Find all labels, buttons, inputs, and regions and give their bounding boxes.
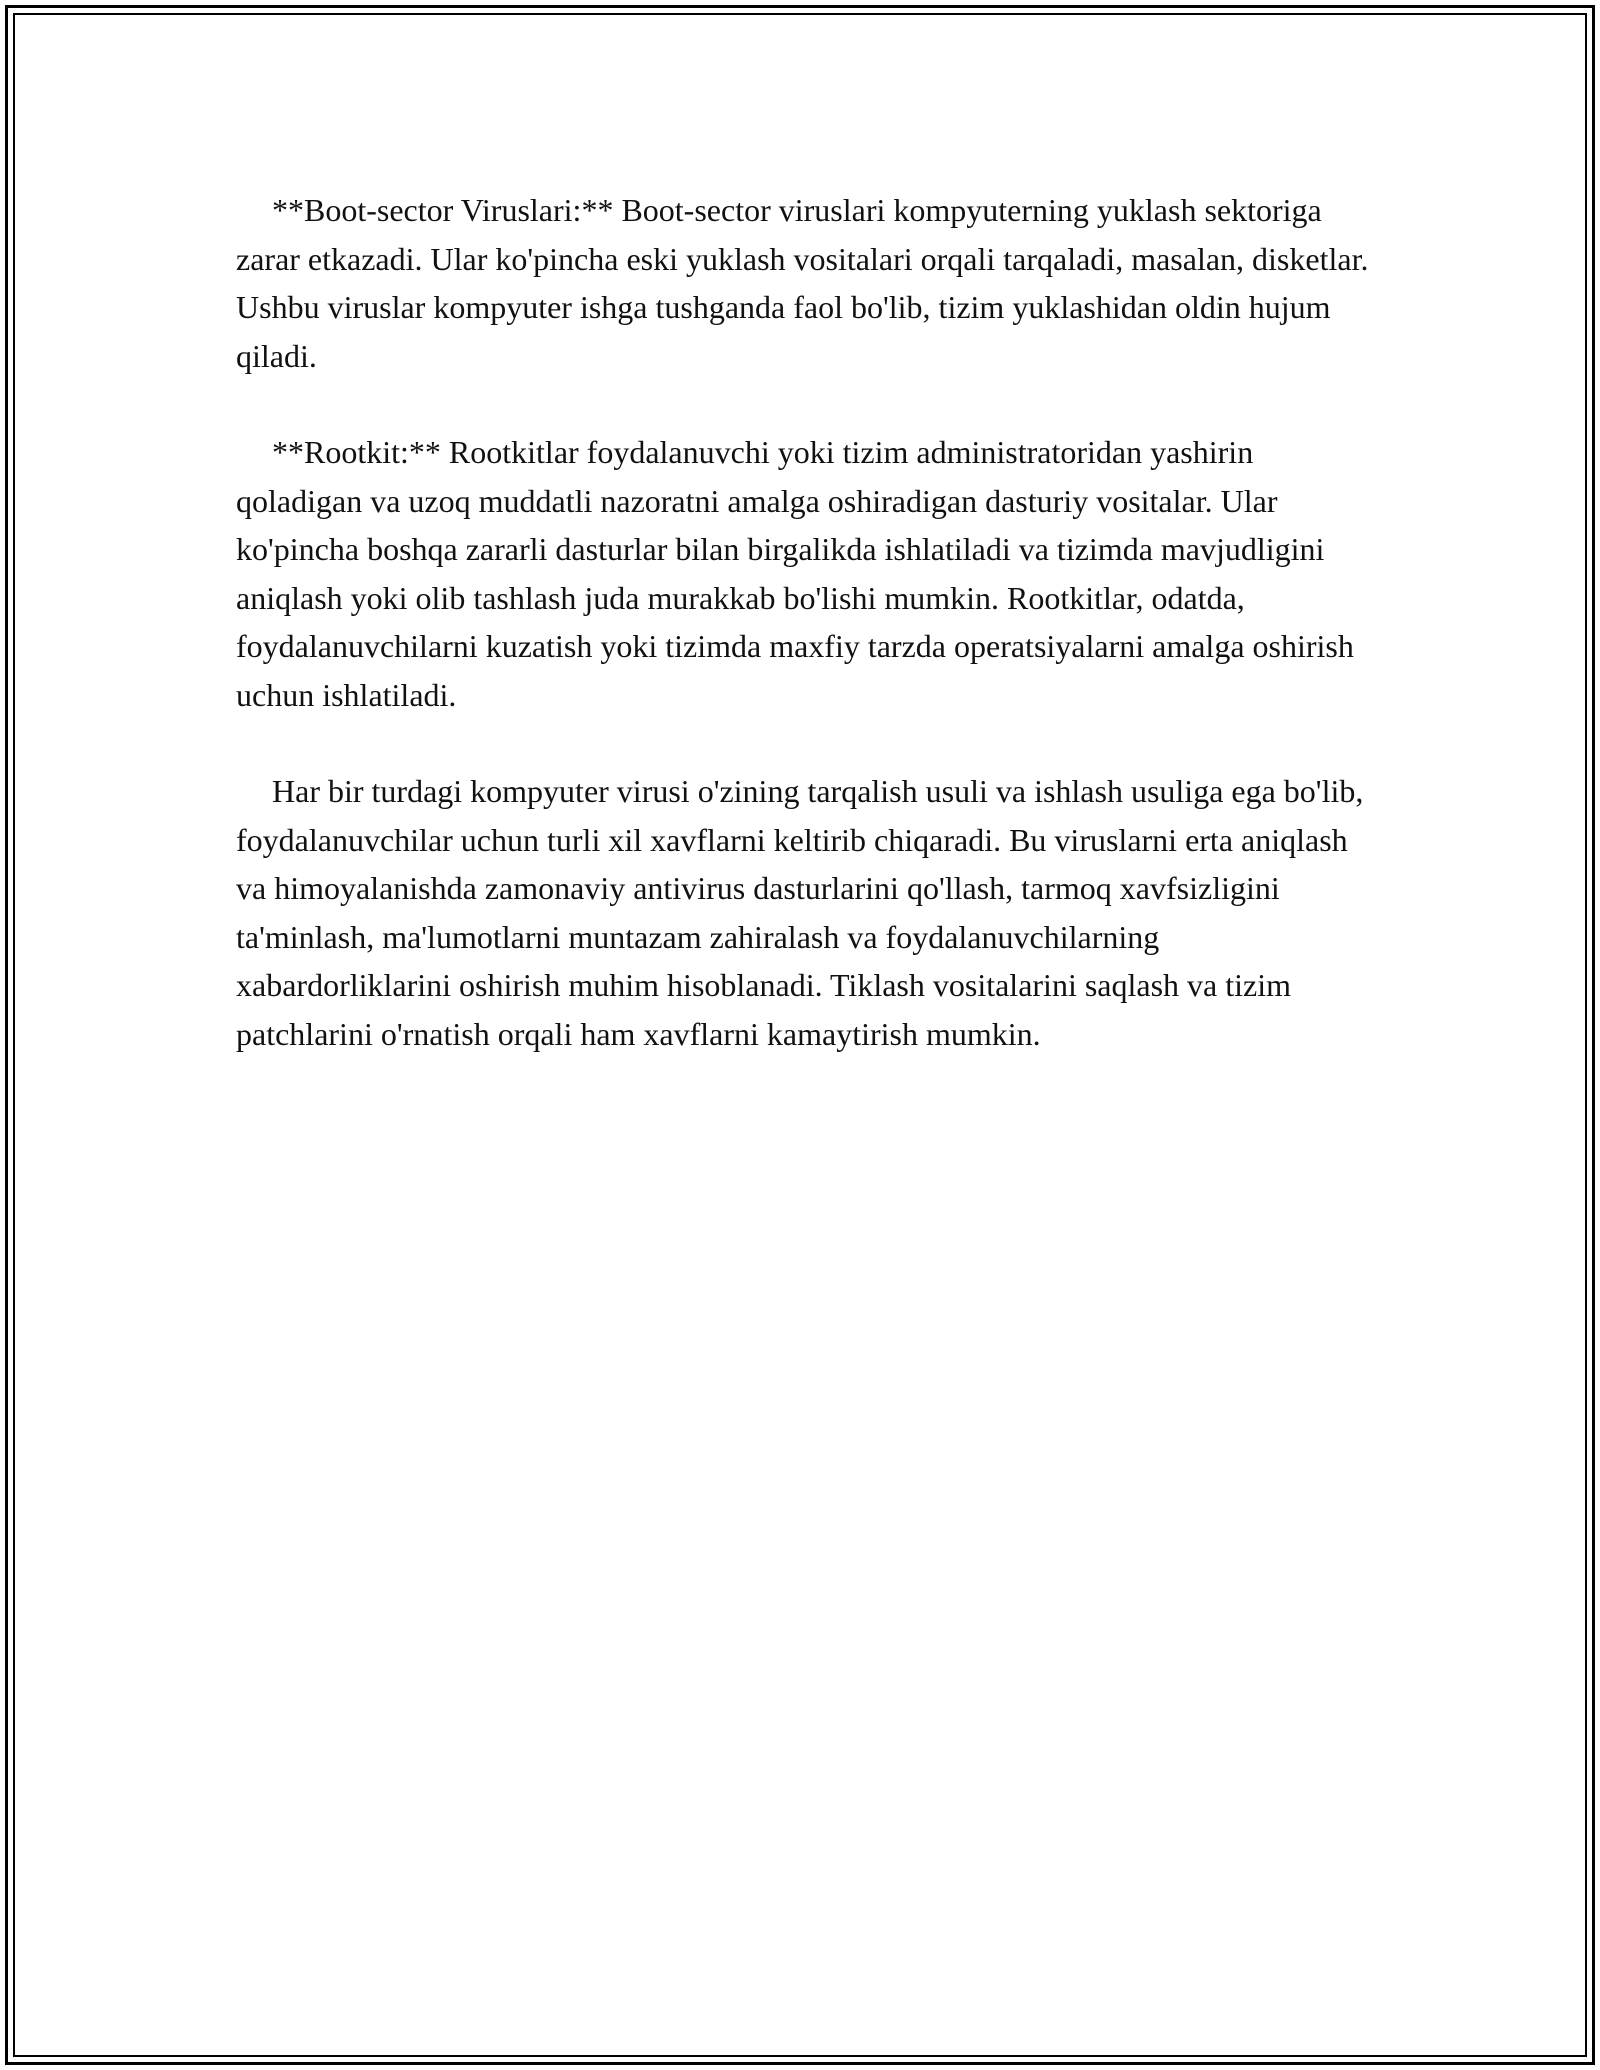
document-body [236, 186, 1371, 1106]
paragraph-boot-sector: **Boot-sector Viruslari:** Boot-sector viruslari kompyuterning yuklash sektoriga zarar etkazadi. Ular ko'pincha eski yuklash vositalari orqali tarqaladi, masalan, disketlar. Ushbu viruslar kompyuter ishga tushganda faol bo'lib, tizim yuklashidan oldin hujum qiladi. [236, 192, 1369, 374]
paragraph-rootkit: **Rootkit:** Rootkitlar foydalanuvchi yoki tizim administratoridan yashirin qoladigan va uzoq muddatli nazoratni amalga oshiradigan dasturiy vositalar. Ular ko'pincha boshqa zararli dasturlar bilan birgalikda ishlatiladi va tizimda mavjudligini aniqlash yoki olib tashlash juda murakkab bo'lishi mumkin. Rootkitlar, odatda, foydalanuvchilarni kuzatish yoki tizimda maxfiy tarzda operatsiyalarni amalga oshirish uchun ishlatiladi. [236, 434, 1354, 713]
paragraph-summary: Har bir turdagi kompyuter virusi o'zining tarqalish usuli va ishlash usuliga ega bo'lib, foydalanuvchilar uchun turli xil xavflarni keltirib chiqaradi. Bu viruslarni erta aniqlash va himoyalanishda zamonaviy antivirus dasturlarini qo'llash, tarmoq xavfsizligini ta'minlash, ma'lumotlarni muntazam zahiralash va foydalanuvchilarning xabardorliklarini oshirish muhim hisoblanadi. Tiklash vositalarini saqlash va tizim patchlarini o'rnatish orqali ham xavflarni kamaytirish mumkin. [236, 773, 1364, 1052]
